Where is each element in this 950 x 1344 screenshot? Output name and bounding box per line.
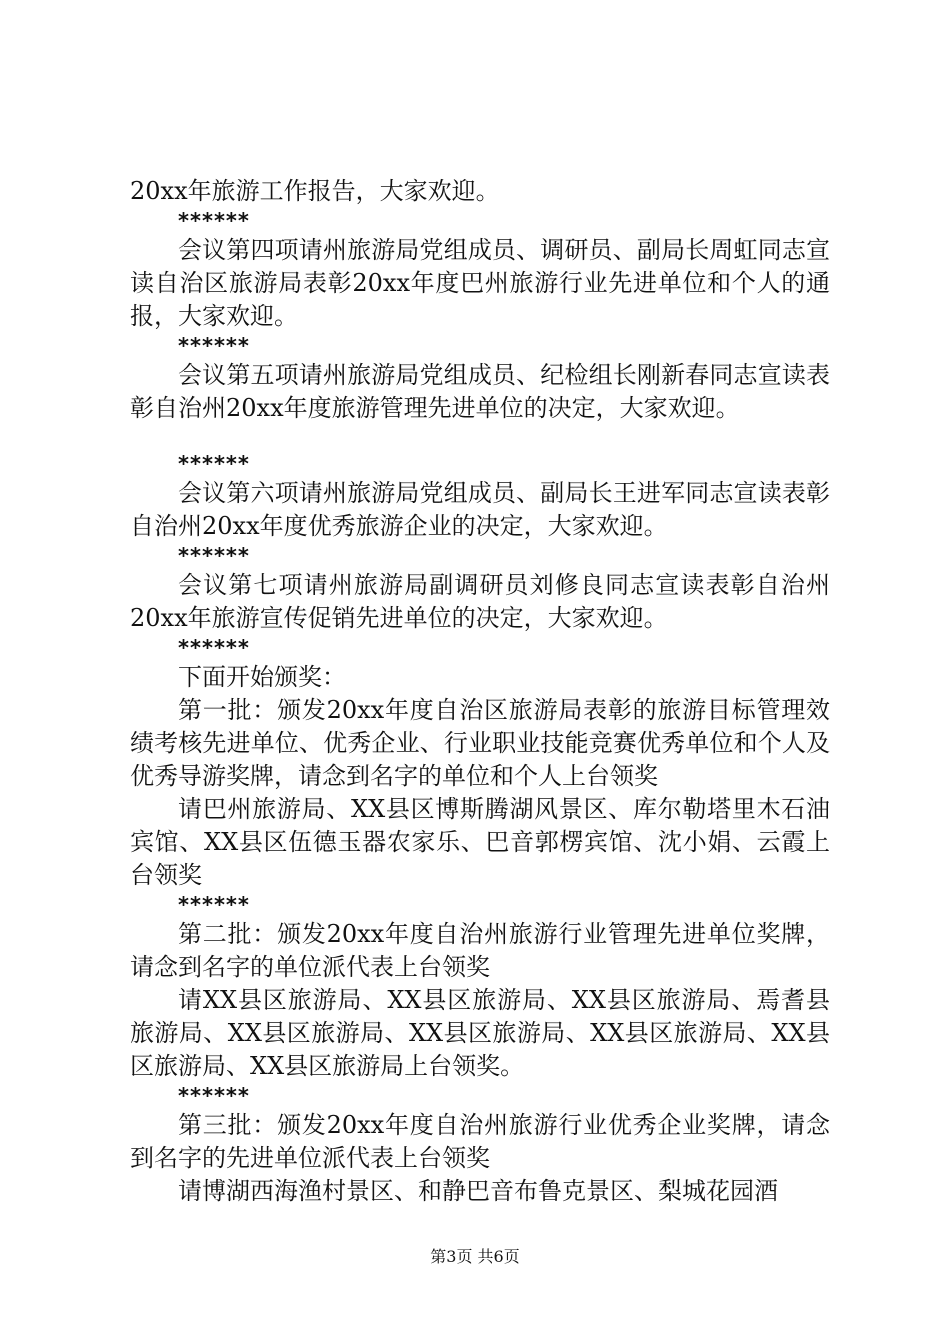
separator-asterisks: ****** xyxy=(178,544,250,568)
separator-asterisks: ****** xyxy=(178,893,250,917)
paragraph-report-closing: 20xx年旅游工作报告，大家欢迎。 xyxy=(130,177,500,205)
paragraph-batch-two-names: 请XX县区旅游局、XX县区旅游局、XX县区旅游局、焉耆县旅游局、XX县区旅游局、XX县区旅游局、XX县区旅游局、XX县区旅游局、XX县区旅游局上台领奖。 xyxy=(130,986,830,1080)
page-number-footer: 第3页 共6页 xyxy=(430,1247,520,1266)
paragraph-batch-two: 第二批：颁发20xx年度自治州旅游行业管理先进单位奖牌，请念到名字的单位派代表上台领奖 xyxy=(130,920,830,981)
paragraph-item-five: 会议第五项请州旅游局党组成员、纪检组长刚新春同志宣读表彰自治州20xx年度旅游管理先进单位的决定，大家欢迎。 xyxy=(130,361,830,422)
separator-asterisks: ****** xyxy=(178,209,250,233)
paragraph-batch-one: 第一批：颁发20xx年度自治区旅游局表彰的旅游目标管理效绩考核先进单位、优秀企业、行业职业技能竞赛优秀单位和个人及优秀导游奖牌，请念到名字的单位和个人上台领奖 xyxy=(130,696,830,790)
paragraph-batch-one-names: 请巴州旅游局、XX县区博斯腾湖风景区、库尔勒塔里木石油宾馆、XX县区伍德玉器农家乐、巴音郭楞宾馆、沈小娟、云霞上台领奖 xyxy=(130,795,830,889)
paragraph-batch-three-names: 请博湖西海渔村景区、和静巴音布鲁克景区、梨城花园酒 xyxy=(178,1177,778,1205)
separator-asterisks: ****** xyxy=(178,334,250,358)
paragraph-item-seven: 会议第七项请州旅游局副调研员刘修良同志宣读表彰自治州20xx年旅游宣传促销先进单位的决定，大家欢迎。 xyxy=(130,571,830,632)
paragraph-batch-three: 第三批：颁发20xx年度自治州旅游行业优秀企业奖牌，请念到名字的先进单位派代表上台领奖 xyxy=(130,1111,830,1172)
separator-asterisks: ****** xyxy=(178,452,250,476)
paragraph-item-four: 会议第四项请州旅游局党组成员、调研员、副局长周虹同志宣读自治区旅游局表彰20xx年度巴州旅游行业先进单位和个人的通报，大家欢迎。 xyxy=(130,236,830,330)
paragraph-item-six: 会议第六项请州旅游局党组成员、副局长王进军同志宣读表彰自治州20xx年度优秀旅游企业的决定，大家欢迎。 xyxy=(130,479,830,540)
blank-line xyxy=(130,425,830,451)
paragraph-award-intro: 下面开始颁奖： xyxy=(178,663,346,691)
separator-asterisks: ****** xyxy=(178,636,250,660)
document-body xyxy=(130,175,830,1208)
separator-asterisks: ****** xyxy=(178,1084,250,1108)
